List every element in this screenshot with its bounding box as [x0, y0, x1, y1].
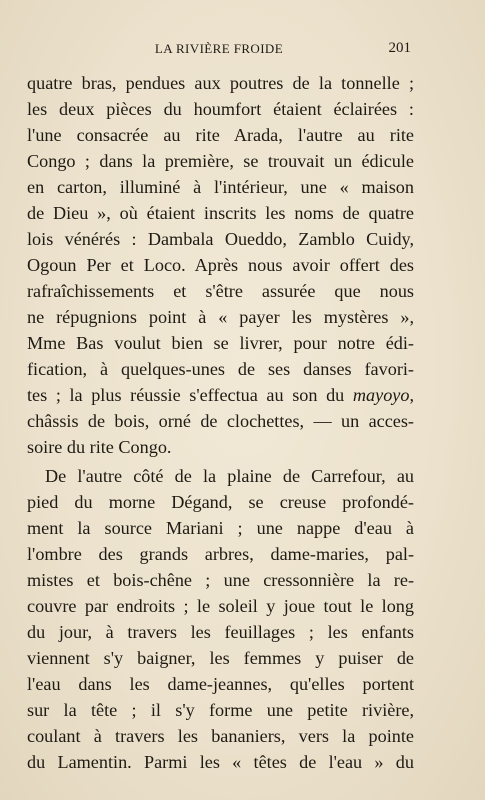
- text-line: Ogoun Per et Loco. Après nous avoir offert des: [27, 255, 414, 275]
- text-line: couvre par endroits ; le soleil y joue tout le long: [27, 596, 414, 616]
- text-line: coulant à travers les bananiers, vers la pointe: [27, 726, 414, 746]
- text-line: sur la tête ; il s'y forme une petite rivière,: [27, 700, 414, 720]
- text-line: quatre bras, pendues aux poutres de la tonnelle ;: [27, 73, 414, 93]
- text-line: ne répugnions point à « payer les mystères »,: [27, 307, 414, 327]
- italic-term: mayoyo: [352, 385, 410, 405]
- text-line: pied du morne Dégand, se creuse profondé-: [27, 492, 414, 512]
- text-line: mistes et bois-chêne ; une cressonnière la re-: [27, 570, 414, 590]
- text-line: l'eau dans les dame-jeannes, qu'elles portent: [27, 674, 414, 694]
- text-span: ,: [409, 385, 414, 405]
- body-text: [27, 70, 414, 772]
- text-line: en carton, illuminé à l'intérieur, une « maison: [27, 177, 414, 197]
- text-line: l'ombre des grands arbres, dame-maries, pal-: [27, 544, 414, 564]
- text-line: ment la source Mariani ; une nappe d'eau à: [27, 518, 414, 538]
- page-number: 201: [388, 40, 411, 56]
- text-line-with-italic: [27, 382, 414, 408]
- text-line: l'une consacrée au rite Arada, l'autre au rite: [27, 125, 414, 145]
- text-line: du Lamentin. Parmi les « têtes de l'eau » du: [27, 752, 414, 772]
- text-line: du jour, à travers les feuillages ; les enfants: [27, 622, 414, 642]
- text-line: soire du rite Congo.: [27, 437, 172, 457]
- text-line: lois vénérés : Dambala Oueddo, Zamblo Cuidy,: [27, 229, 414, 249]
- text-line: rafraîchissements et s'être assurée que nous: [27, 281, 414, 301]
- text-line: viennent s'y baigner, les femmes y puiser de: [27, 648, 414, 668]
- text-line: Congo ; dans la première, se trouvait un édicule: [27, 151, 414, 171]
- running-head: [27, 39, 411, 59]
- text-line: Mme Bas voulut bien se livrer, pour notre édi-: [27, 333, 414, 353]
- text-span: tes ; la plus réussie s'effectua au son du: [27, 385, 345, 405]
- text-line: les deux pièces du houmfort étaient éclairées :: [27, 99, 414, 119]
- text-line: châssis de bois, orné de clochettes, — un acces-: [27, 411, 414, 431]
- running-title: LA RIVIÈRE FROIDE: [154, 41, 284, 56]
- text-line: de Dieu », où étaient inscrits les noms de quatre: [27, 203, 414, 223]
- text-line: fication, à quelques-unes de ses danses favori-: [27, 359, 414, 379]
- paragraph-first-line: De l'autre côté de la plaine de Carrefour, au: [45, 466, 414, 486]
